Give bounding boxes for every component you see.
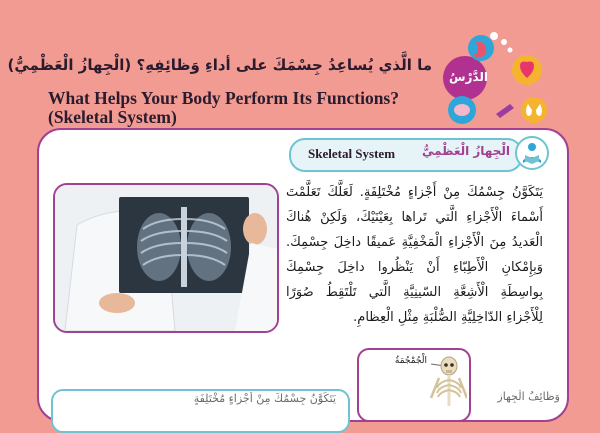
lungs-icon [521,97,547,123]
bubble-icon [501,39,507,45]
skeleton-icon [425,354,467,406]
lesson-label: الدَّرْسُ [449,70,489,84]
lesson-title-english-line1: What Helps Your Body Perform Its Functions? [48,88,399,108]
activity-box-text: يَتَكَوَّنُ جِسْمُكَ مِنْ أَجْزاءٍ مُخْتَلِفَةٍ [193,392,336,405]
lesson-paragraph: يَتَكَوَّنُ جِسْمُكَ مِنْ أَجْزاءٍ مُخْتَلِفَةٍ. لَعَلَّكَ تَعَلَّمْتَ أَسْماءَ الْأَجْزاءِ الَّتي تَراها بِعَيْنَيْكَ، وَلَكِنْ هُناكَ الْعَديدُ مِنَ الْأَجْزاءِ الْمَخْفِيَّةِ عَميقًا داخِلَ جِسْمِكَ. وَبِإِمْكانِ الْأَطِبّاءِ أَنْ يَنْظُروا داخِلَ جِسْمِكَ بِواسِطَةِ الْأَشِعَّةِ السّينِيَّةِ الَّتي تَلْتَقِطُ صُوَرًا لِلْأَجْزاءِ الدّاخِلِيَّةِ الصُّلْبَةِ مِثْلِ الْعِظامِ. [286,185,543,325]
lesson-title-english-line2: (Skeletal System) [48,107,177,127]
lesson-title-english [48,89,399,127]
skull-label: الْجُمْجُمَةُ [394,356,427,366]
right-column-text: وَظائِفُ الْجِهازِ [497,390,560,403]
lesson-title-arabic: ما الَّذي يُساعِدُ جِسْمَكَ على أداءِ وَظائِفِهِ؟ (الْجِهازُ الْعَظْمِيُّ) [7,56,432,74]
bubble-icon [490,32,498,40]
doctor-xray-illustration [55,185,277,331]
bubble-icon [508,48,513,53]
doctor-xray-photo [53,183,279,333]
reading-child-icon [515,136,549,170]
section-title-english: Skeletal System [308,146,396,161]
bone-icon [496,104,514,118]
section-title-arabic: الْجِهازُ الْعَظْمِيُّ [421,144,510,158]
